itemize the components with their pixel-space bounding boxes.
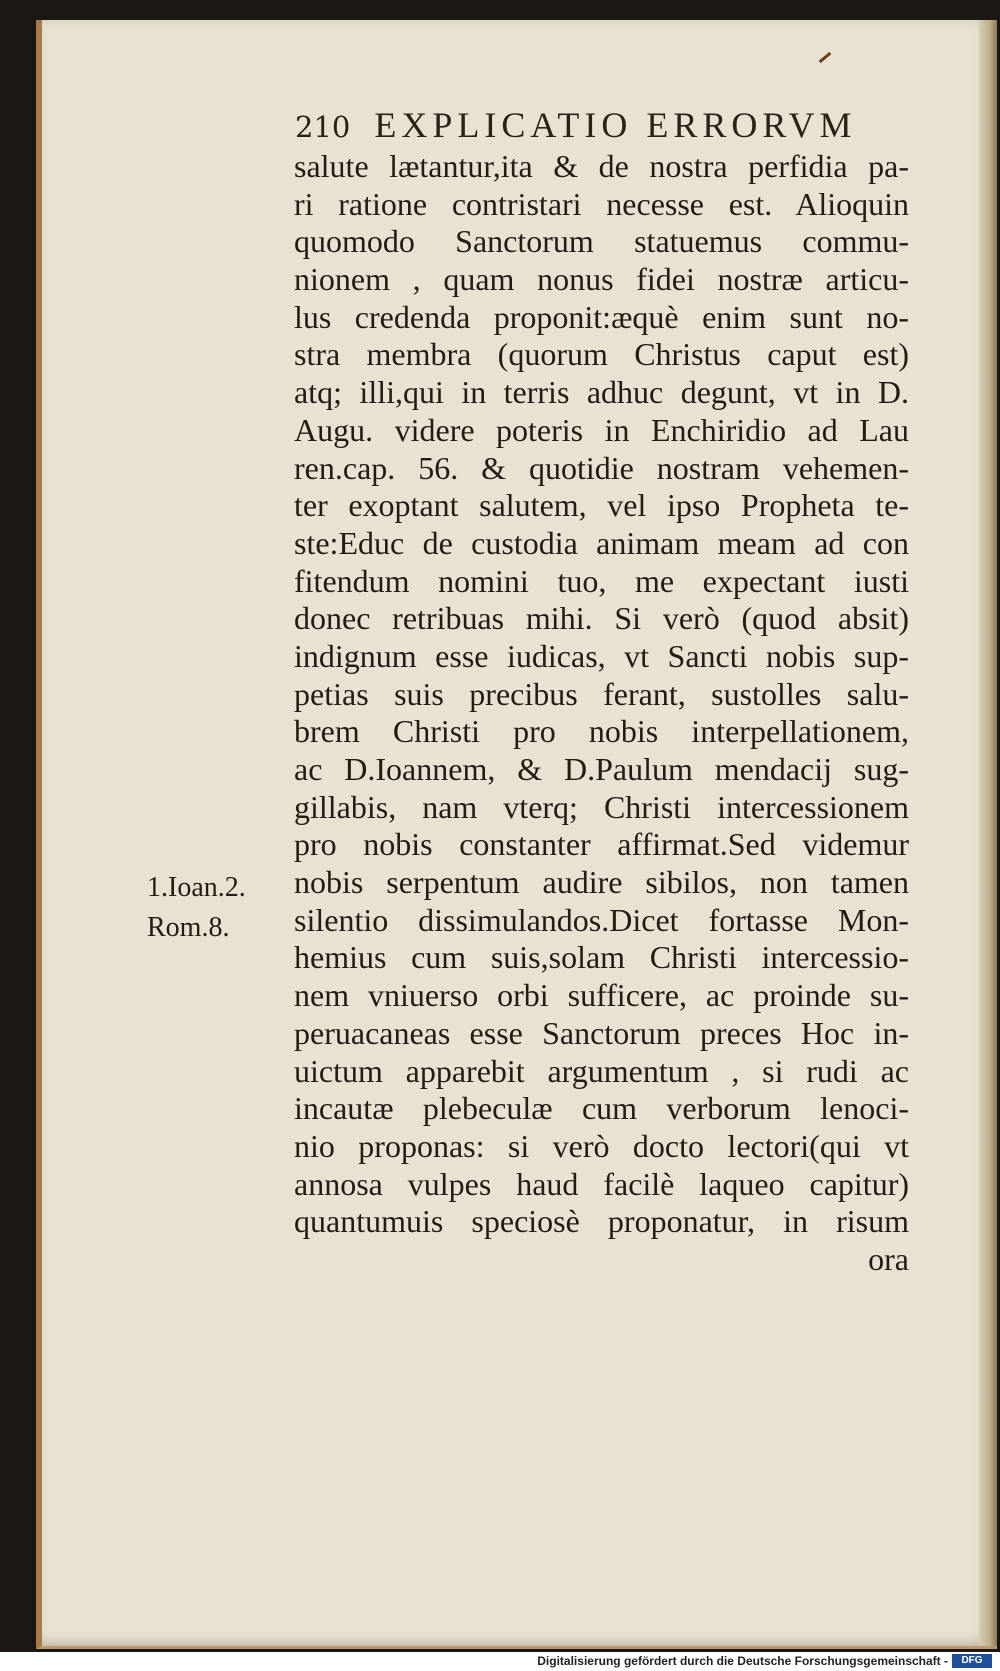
text-line: incautæ plebeculæ cum verborum lenoci-: [294, 1090, 909, 1127]
text-line: Augu. videre poteris in Enchiridio ad Lau: [294, 411, 909, 448]
running-title: EXPLICATIO ERRORVM: [374, 105, 857, 145]
text-line: nio proponas: si verò docto lectori(qui vt: [294, 1127, 909, 1164]
text-line: uictum apparebit argumentum , si rudi ac: [294, 1052, 909, 1089]
text-line: petias suis precibus ferant, sustolles salu-: [294, 675, 909, 712]
text-line: ste:Educ de custodia animam meam ad con: [294, 524, 909, 561]
text-line: annosa vulpes haud facilè laqueo capitur): [294, 1165, 909, 1202]
text-line: nem vniuerso orbi sufficere, ac proinde su-: [294, 977, 909, 1014]
body-text: [294, 148, 909, 1279]
funding-credit: Digitalisierung gefördert durch die Deutsche Forschungsgemeinschaft -: [537, 1654, 948, 1668]
running-head: [295, 104, 895, 148]
text-line: quantumuis speciosè proponatur, in risum: [294, 1203, 909, 1240]
text-line: salute lætantur,ita & de nostra perfidia pa-: [294, 148, 909, 184]
page-number: 210: [295, 110, 351, 144]
text-line: quomodo Sanctorum statuemus commu-: [294, 223, 909, 260]
text-line: silentio dissimulandos.Dicet fortasse Mon-: [294, 901, 909, 938]
margin-note: Rom.8.: [147, 912, 230, 943]
text-line: atq; illi,qui in terris adhuc degunt, vt in D.: [294, 374, 909, 411]
text-line: peruacaneas esse Sanctorum preces Hoc in-: [294, 1014, 909, 1051]
text-line: ri ratione contristari necesse est. Alioquin: [294, 185, 909, 222]
text-line: nionem , quam nonus fidei nostræ articu-: [294, 261, 909, 298]
text-line: lus credenda proponit:æquè enim sunt no-: [294, 298, 909, 335]
text-line: pro nobis constanter affirmat.Sed videmur: [294, 826, 909, 863]
text-line: gillabis, nam vterq; Christi intercessionem: [294, 788, 909, 825]
text-line: hemius cum suis,solam Christi intercessio-: [294, 939, 909, 976]
text-line: nobis serpentum audire sibilos, non tamen: [294, 864, 909, 901]
text-line: indignum esse iudicas, vt Sancti nobis sup-: [294, 637, 909, 674]
catchword: ora: [868, 1240, 909, 1277]
text-line: ren.cap. 56. & quotidie nostram vehemen-: [294, 449, 909, 486]
text-line: fitendum nomini tuo, me expectant iusti: [294, 562, 909, 599]
text-line: brem Christi pro nobis interpellationem,: [294, 713, 909, 750]
page-edge: [979, 20, 997, 1646]
dfg-logo: DFG: [952, 1654, 992, 1668]
margin-note: 1.Ioan.2.: [147, 872, 246, 903]
margin-notes: [147, 868, 287, 948]
text-line: ter exoptant salutem, vel ipso Propheta te-: [294, 487, 909, 524]
text-line: ac D.Ioannem, & D.Paulum mendacij sug-: [294, 751, 909, 787]
text-line: donec retribuas mihi. Si verò (quod absit): [294, 600, 909, 637]
text-line: stra membra (quorum Christus caput est): [294, 336, 909, 373]
